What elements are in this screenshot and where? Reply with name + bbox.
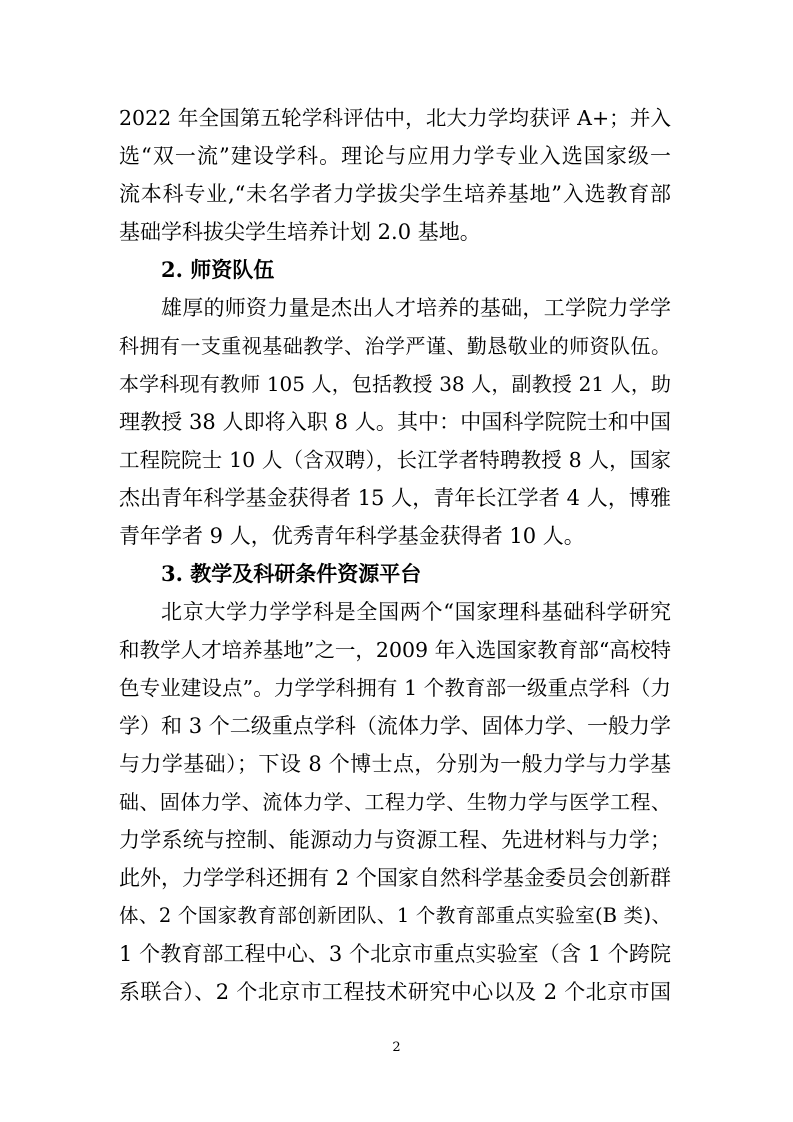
paragraph-line: 与力学基础）；下设 8 个博士点，分别为一般力学与力学基 [119, 752, 671, 776]
paragraph-line: 色专业建设点”。力学学科拥有 1 个教育部一级重点学科（力 [119, 676, 671, 700]
paragraph-line: 本学科现有教师 105 人，包括教授 38 人，副教授 21 人，助 [119, 372, 671, 396]
paragraph-line: 力学系统与控制、能源动力与资源工程、先进材料与力学； [119, 828, 671, 852]
paragraph-line: 流本科专业,“未名学者力学拔尖学生培养基地”入选教育部 [119, 182, 671, 206]
paragraph-line: 理教授 38 人即将入职 8 人。其中：中国科学院院士和中国 [119, 410, 671, 434]
paragraph-line: 2022 年全国第五轮学科评估中，北大力学均获评 A+；并入 [119, 106, 671, 130]
paragraph-line: 体、2 个国家教育部创新团队、1 个教育部重点实验室(B 类)、 [119, 904, 671, 927]
section-heading-faculty: 2. 师资队伍 [161, 257, 275, 282]
paragraph-line: 基础学科拔尖学生培养计划 2.0 基地。 [119, 220, 481, 244]
paragraph-line: 选“双一流”建设学科。理论与应用力学专业入选国家级一 [119, 144, 671, 168]
paragraph-line: 工程院院士 10 人（含双聘），长江学者特聘教授 8 人，国家 [119, 448, 671, 472]
paragraph-line: 础、固体力学、流体力学、工程力学、生物力学与医学工程、 [119, 790, 671, 814]
paragraph-line: 此外，力学学科还拥有 2 个国家自然科学基金委员会创新群 [119, 866, 671, 890]
paragraph-line: 雄厚的师资力量是杰出人才培养的基础，工学院力学学 [161, 296, 671, 320]
page-number: 2 [392, 1040, 401, 1055]
paragraph-line: 系联合）、2 个北京市工程技术研究中心以及 2 个北京市国 [119, 980, 671, 1004]
paragraph-line: 杰出青年科学基金获得者 15 人，青年长江学者 4 人，博雅 [119, 486, 671, 510]
section-heading-platforms: 3. 教学及科研条件资源平台 [161, 561, 422, 586]
paragraph-line: 和教学人才培养基地”之一，2009 年入选国家教育部“高校特 [119, 638, 671, 662]
paragraph-line: 科拥有一支重视基础教学、治学严谨、勤恳敬业的师资队伍。 [119, 334, 671, 358]
paragraph-line: 北京大学力学学科是全国两个“国家理科基础科学研究 [161, 600, 671, 624]
paragraph-line: 青年学者 9 人，优秀青年科学基金获得者 10 人。 [119, 524, 585, 548]
paragraph-line: 1 个教育部工程中心、3 个北京市重点实验室（含 1 个跨院 [119, 942, 671, 966]
paragraph-line: 学）和 3 个二级重点学科（流体力学、固体力学、一般力学 [119, 714, 671, 738]
